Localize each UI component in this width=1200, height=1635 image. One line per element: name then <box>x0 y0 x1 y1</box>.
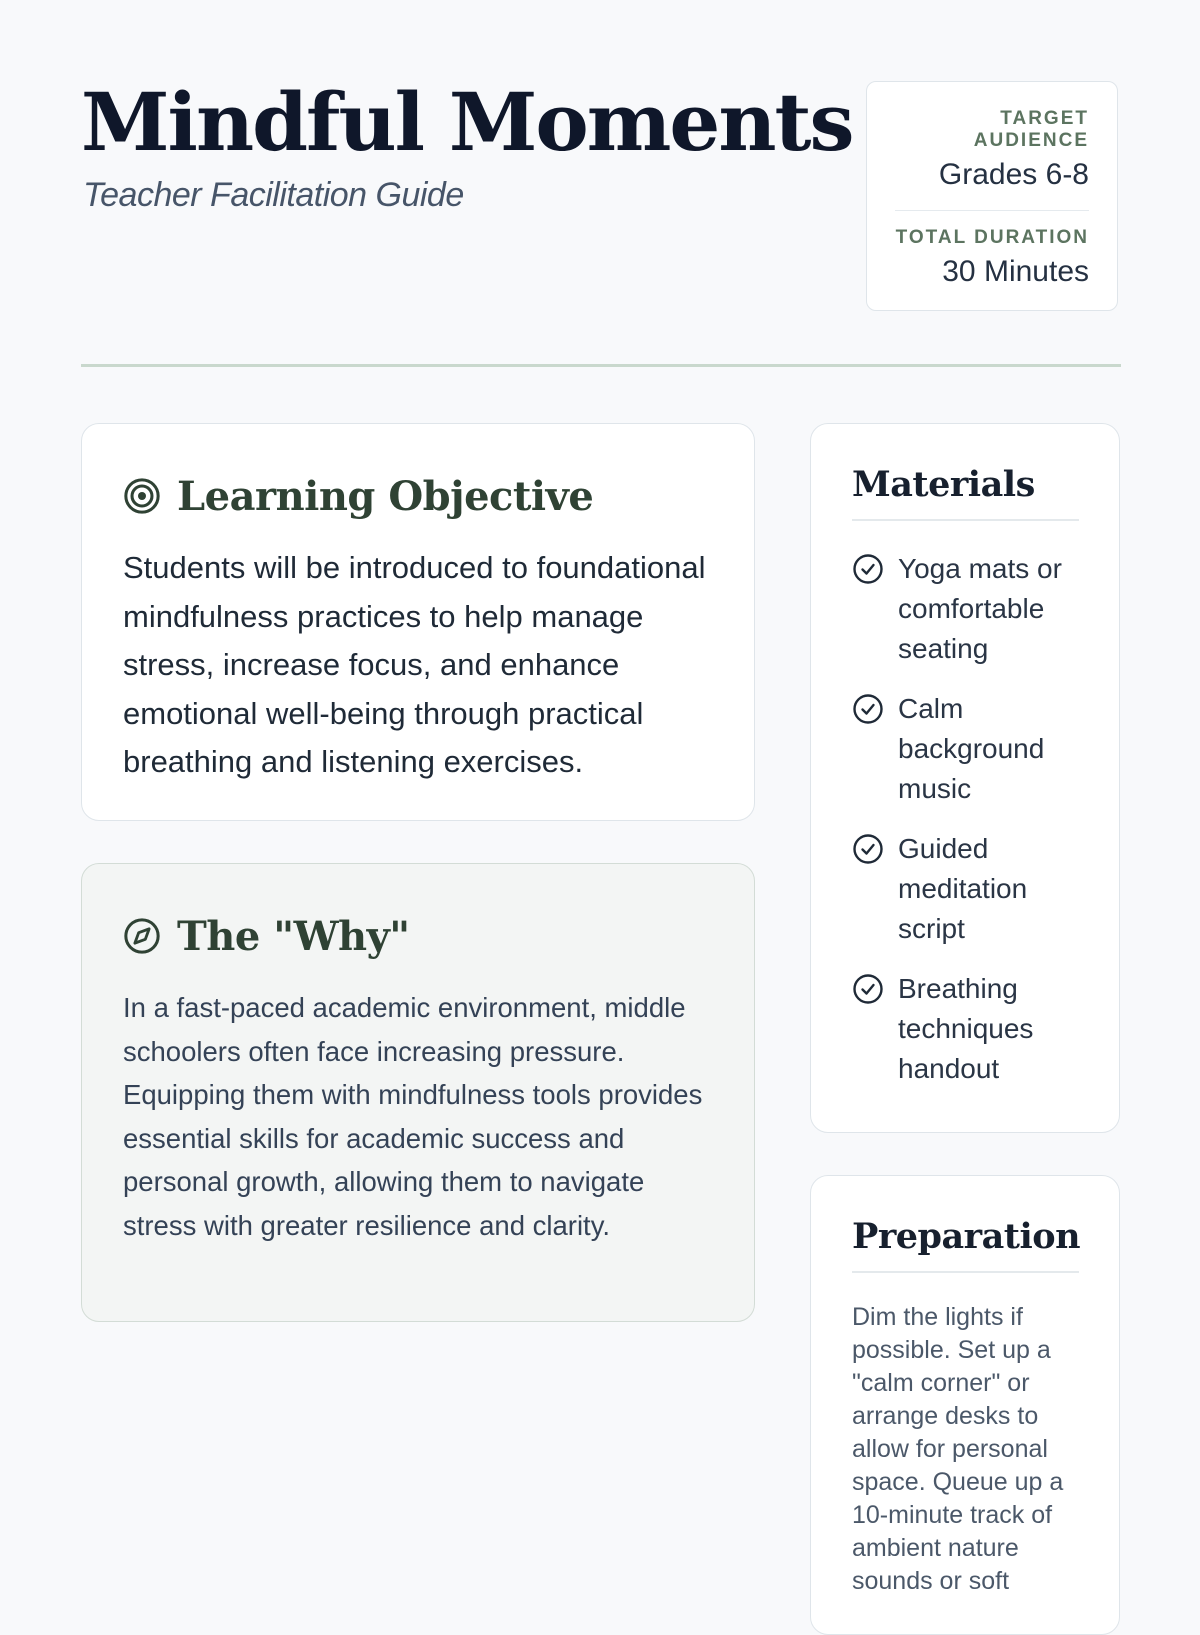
list-item <box>852 969 1079 1089</box>
audience-label: TARGET AUDIENCE <box>973 108 1089 151</box>
material-label: Guided meditation script <box>898 833 1028 944</box>
why-title: The "Why" <box>177 912 410 960</box>
preparation-title: Preparation <box>852 1216 1079 1273</box>
why-header <box>123 908 714 964</box>
check-circle-icon <box>852 553 884 585</box>
check-circle-icon <box>852 833 884 865</box>
page-subtitle: Teacher Facilitation Guide <box>83 176 464 214</box>
target-icon <box>123 477 161 515</box>
preparation-text: Dim the lights if possible. Set up a "calm corner" or arrange desks to allow for personal space. Queue up a 10-minute track of ambient nature sounds or soft <box>852 1303 1064 1595</box>
duration-value: 30 Minutes <box>942 255 1089 288</box>
duration-label: TOTAL DURATION <box>895 227 1089 248</box>
lesson-meta-card <box>866 81 1118 311</box>
learning-objective-text: Students will be introduced to foundational mindfulness practices to help manage stress, increase focus, and enhance emotional well-being through practical breathing and listening exercises. <box>123 550 706 779</box>
material-label: Yoga mats or comfortable seating <box>898 553 1062 664</box>
learning-objective-card <box>81 423 755 821</box>
materials-title: Materials <box>852 464 1079 521</box>
check-circle-icon <box>852 693 884 725</box>
material-label: Calm background music <box>898 693 1045 804</box>
header-divider <box>81 364 1121 367</box>
list-item <box>852 829 1079 949</box>
preparation-card <box>810 1175 1120 1635</box>
list-item <box>852 549 1079 669</box>
check-circle-icon <box>852 973 884 1005</box>
materials-card <box>810 423 1120 1133</box>
audience-value: Grades 6-8 <box>938 158 1089 191</box>
page-title: Mindful Moments <box>81 75 853 169</box>
list-item <box>852 689 1079 809</box>
learning-objective-header <box>123 468 714 524</box>
material-label: Breathing techniques handout <box>898 973 1034 1084</box>
why-card <box>81 863 755 1322</box>
meta-divider <box>895 210 1089 211</box>
learning-objective-title: Learning Objective <box>177 472 594 520</box>
compass-icon <box>123 917 161 955</box>
why-text: In a fast-paced academic environment, middle schoolers often face increasing pressure. Equipping them with mindfulness tools provides essential skills for academic success and personal growth, allowing them to navigate stress with greater resilience and clarity. <box>123 992 703 1241</box>
materials-list <box>852 549 1079 1089</box>
